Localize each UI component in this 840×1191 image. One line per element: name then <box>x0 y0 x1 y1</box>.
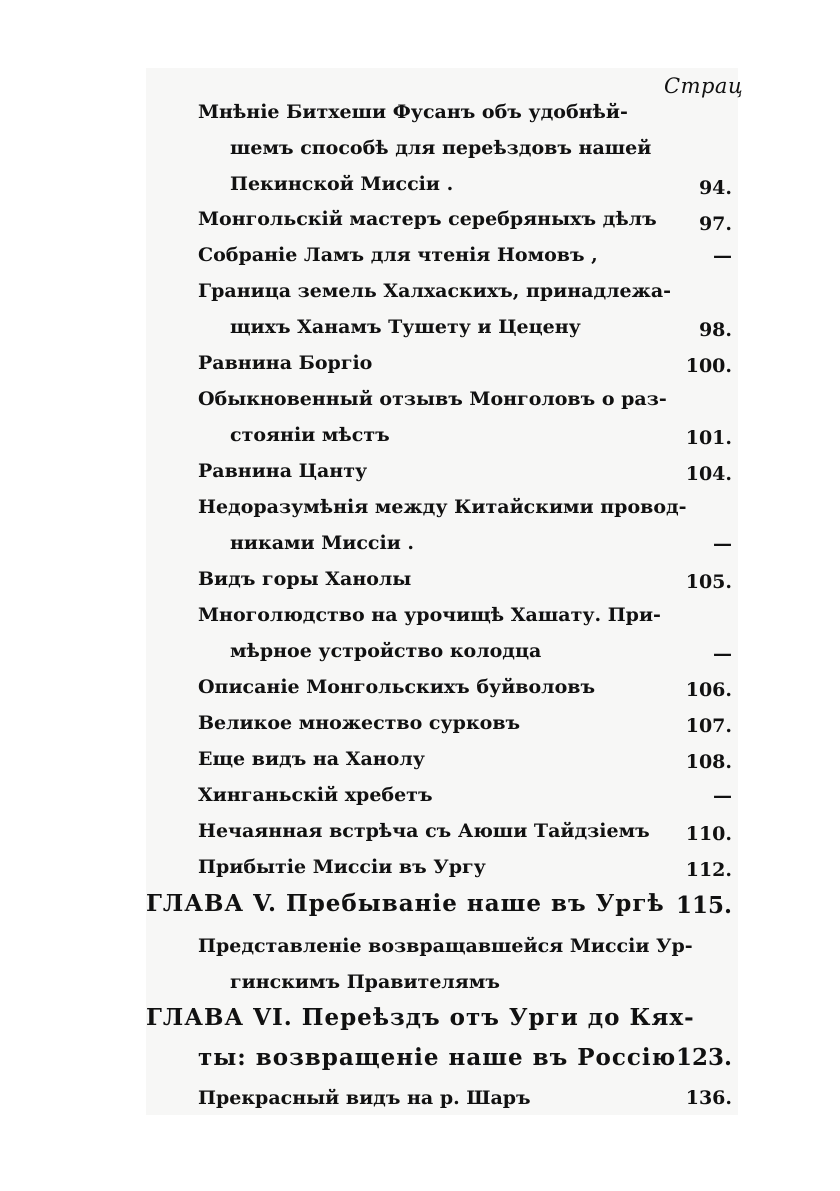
toc-page-number: 105. <box>685 571 732 593</box>
toc-entry-line: стояніи мѣстъ <box>230 424 390 446</box>
toc-entry-line: Представленіе возвращавшейся Миссіи Ур- <box>198 935 693 957</box>
toc-page-number: 97. <box>698 213 732 235</box>
toc-entry-line: Равнина Боргіо <box>198 352 373 374</box>
page-column-header: Страц <box>664 74 744 98</box>
chapter-heading: ГЛАВА V. Пребываніе наше въ Ургѣ <box>146 890 665 917</box>
toc-entry-line: Равнина Цанту <box>198 460 368 482</box>
toc-entry-line: Великое множество сурковъ <box>198 712 521 734</box>
toc-page-number: — <box>713 785 732 807</box>
toc-entry-line: Монгольскій мастеръ серебряныхъ дѣлъ <box>198 208 657 230</box>
toc-page-number: 101. <box>685 427 732 449</box>
toc-page-number: — <box>713 643 732 665</box>
toc-page-number: 98. <box>698 319 732 341</box>
toc-entry-line: Прибытіе Миссіи въ Ургу <box>198 856 486 878</box>
toc-entry-line: Многолюдство на урочищѣ Хашату. При- <box>198 604 661 626</box>
toc-page-number: 107. <box>685 715 732 737</box>
toc-page-number: 110. <box>685 823 732 845</box>
toc-page-number: 100. <box>685 355 732 377</box>
toc-entry-line: Еще видъ на Ханолу <box>198 748 425 770</box>
toc-entry-line: щихъ Ханамъ Тушету и Цецену <box>230 316 581 338</box>
toc-entry-line: гинскимъ Правителямъ <box>230 971 500 993</box>
toc-entry-line: Мнѣніе Битхеши Фусанъ объ удобнѣй- <box>198 101 628 123</box>
toc-page-number: 136. <box>685 1087 732 1109</box>
toc-page-number: 108. <box>685 751 732 773</box>
toc-entry-line: Прекрасный видъ на р. Шаръ <box>198 1087 531 1109</box>
toc-entry-line: Граница земель Халхаскихъ, принадлежа- <box>198 280 672 302</box>
toc-entry-line: мѣрное устройство колодца <box>230 640 542 662</box>
chapter-heading: ГЛАВА VI. Переѣздъ отъ Урги до Кях- <box>146 1004 695 1031</box>
toc-entry-line: шемъ способѣ для переѣздовъ нашей <box>230 137 652 159</box>
toc-entry-line: Описаніе Монгольскихъ буйволовъ <box>198 676 596 698</box>
toc-entry-line: Обыкновенный отзывъ Монголовъ о раз- <box>198 388 667 410</box>
toc-entry-line: Нечаянная встрѣча съ Аюши Тайдзіемъ <box>198 820 650 842</box>
toc-page-number: 106. <box>685 679 732 701</box>
toc-page-number: 123. <box>675 1044 732 1071</box>
chapter-heading-continuation: ты: возвращеніе наше въ Россію <box>198 1044 677 1071</box>
toc-page-number: — <box>713 533 732 555</box>
toc-entry-line: Видъ горы Ханолы <box>198 568 412 590</box>
toc-page-number: 112. <box>685 859 732 881</box>
toc-page-number: 94. <box>698 177 732 199</box>
toc-page-number: 104. <box>685 463 732 485</box>
toc-page-number: — <box>713 245 732 267</box>
toc-entry-line: Хинганьскій хребетъ <box>198 784 433 806</box>
toc-page-number: 115. <box>675 892 732 919</box>
toc-entry-line: Собраніе Ламъ для чтенія Номовъ , <box>198 244 598 266</box>
toc-entry-line: Пекинской Миссіи . <box>230 173 454 195</box>
toc-entry-line: Недоразумѣнія между Китайскими провод- <box>198 496 687 518</box>
toc-entry-line: никами Миссіи . <box>230 532 415 554</box>
